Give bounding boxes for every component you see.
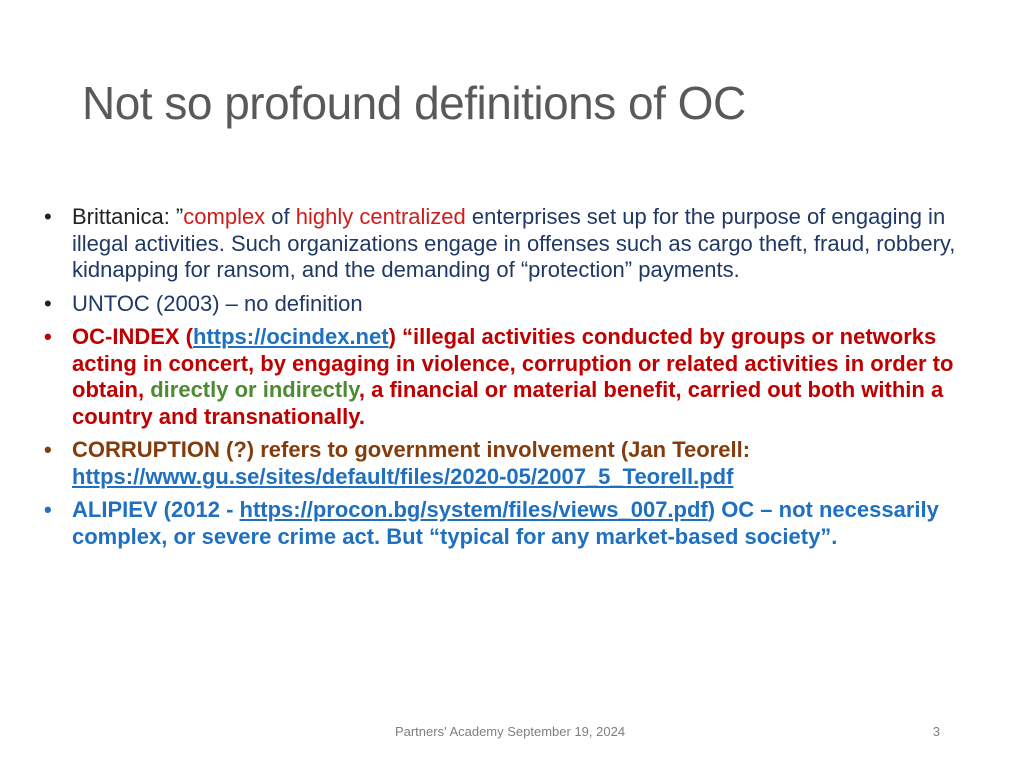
oc-index-definition: ) “illegal activities conducted by groups or networks acting in concert, by engaging in violence, corruption or related activities in order to obtain, [72, 324, 954, 402]
brittanica-label: Brittanica: ” [72, 204, 184, 229]
oc-index-label: OC-INDEX ( [72, 324, 193, 349]
oc-index-definition-end: , a financial or material benefit, carried out both within a country and transnationally. [72, 377, 944, 429]
brittanica-of: of [265, 204, 296, 229]
slide-number: 3 [932, 724, 940, 739]
slide-title: Not so profound definitions of OC [82, 77, 746, 129]
oc-index-directly-indirectly: directly or indirectly [150, 377, 359, 402]
alipiev-definition: ) OC – not necessarily complex, or severe crime act. But “typical for any market-based society”. [72, 497, 939, 549]
bullet-untoc [44, 291, 974, 318]
bullet-list [44, 204, 974, 557]
bullet-dot: • [44, 204, 52, 229]
brittanica-highly-centralized: highly centralized [295, 204, 466, 229]
alipiev-link[interactable]: https://procon.bg/system/files/views_007.pdf [239, 497, 708, 522]
untoc-text: UNTOC (2003) – no definition [72, 290, 363, 316]
bullet-brittanica [44, 204, 974, 284]
bullet-dot: • [44, 324, 52, 349]
brittanica-definition: enterprises set up for the purpose of engaging in illegal activities. Such organizations engage in offenses such as cargo theft, fraud, robbery, kidnapping for ransom, and the demanding of “protection” payments. [72, 204, 956, 282]
corruption-text: CORRUPTION (?) refers to government involvement (Jan Teorell: [72, 437, 751, 462]
alipiev-label: ALIPIEV (2012 - [72, 497, 240, 522]
bullet-dot: • [44, 437, 52, 462]
brittanica-complex: complex [183, 204, 266, 229]
bullet-dot: • [44, 290, 52, 316]
corruption-link[interactable]: https://www.gu.se/sites/default/files/2020-05/2007_5_Teorell.pdf [72, 463, 734, 489]
bullet-corruption [44, 437, 974, 490]
bullet-oc-index [44, 324, 974, 430]
bullet-dot: • [44, 497, 52, 522]
oc-index-link[interactable]: https://ocindex.net [193, 324, 389, 349]
bullet-alipiev [44, 497, 974, 550]
slide-footer: Partners' Academy September 19, 2024 [394, 724, 626, 739]
